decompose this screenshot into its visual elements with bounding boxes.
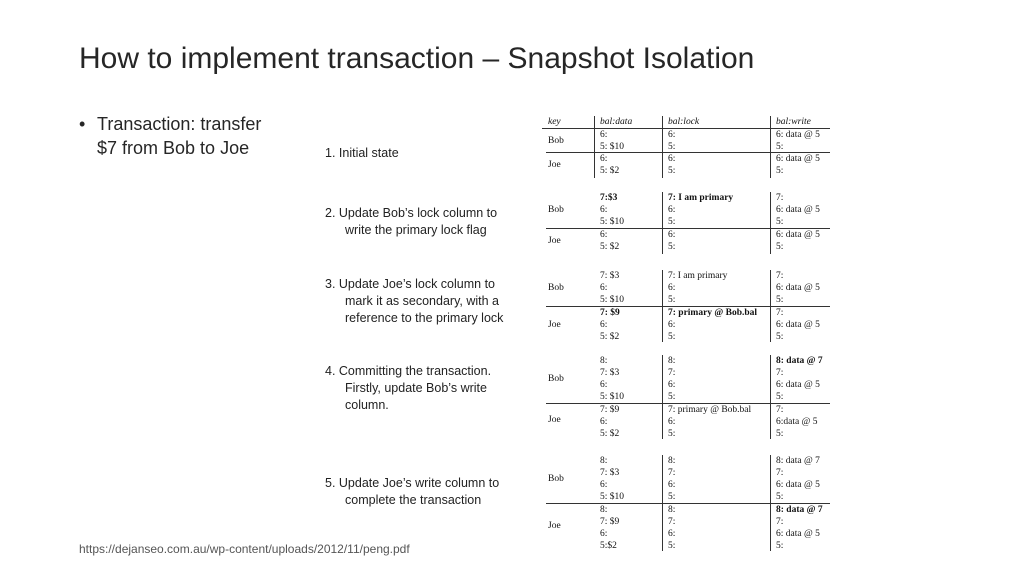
- cell: 6:: [668, 480, 676, 490]
- cell: 7:: [776, 517, 784, 527]
- row-key: Joe: [548, 521, 561, 531]
- step-line: complete the transaction: [345, 493, 482, 507]
- cell: 7:: [668, 368, 676, 378]
- step-line: 2. Update Bob’s lock column to: [325, 206, 498, 220]
- cell: 5:: [668, 217, 676, 227]
- bullet-dot-icon: •: [79, 114, 86, 134]
- state-table-3: [542, 270, 830, 342]
- cell: 5:: [668, 332, 676, 342]
- state-table-5: [542, 455, 830, 551]
- state-table-4: [542, 355, 830, 439]
- row-key: Bob: [548, 374, 564, 384]
- step-line: 1. Initial state: [325, 146, 399, 160]
- cell: 7: $3: [600, 271, 620, 281]
- cell: 8: data @ 7: [776, 505, 823, 515]
- cell: 6: data @ 5: [776, 205, 820, 215]
- cell: 6: data @ 5: [776, 154, 820, 164]
- row-key: Bob: [548, 283, 564, 293]
- cell: 5:: [668, 492, 676, 502]
- cell: 5:: [776, 429, 784, 439]
- state-table-1: [542, 116, 830, 178]
- cell: 5:: [776, 392, 784, 402]
- cell: 8:: [668, 456, 676, 466]
- cell: 5: $2: [600, 166, 620, 176]
- cell: 5: $10: [600, 217, 625, 227]
- step-line: write the primary lock flag: [345, 223, 487, 237]
- cell: 5:: [668, 392, 676, 402]
- step-3: [325, 276, 503, 327]
- cell: 6: data @ 5: [776, 230, 820, 240]
- step-line: 3. Update Joe’s lock column to: [325, 277, 496, 291]
- cell: 6:: [600, 529, 608, 539]
- cell: 8:: [668, 356, 676, 366]
- cell: 8: data @ 7: [776, 456, 820, 466]
- cell: 6:: [668, 283, 676, 293]
- step-line: mark it as secondary, with a: [345, 294, 499, 308]
- row-key: Bob: [548, 136, 564, 146]
- row-key: Bob: [548, 474, 564, 484]
- cell: 5:: [776, 166, 784, 176]
- cell: 6:: [668, 380, 676, 390]
- cell: 6:: [668, 417, 676, 427]
- cell: 5: $10: [600, 392, 625, 402]
- cell: 5:: [776, 492, 784, 502]
- cell: 5:: [776, 332, 784, 342]
- cell: 6: data @ 5: [776, 130, 820, 140]
- cell: 7: $3: [600, 368, 620, 378]
- bullet-point: [79, 112, 261, 160]
- slide-title: How to implement transaction – Snapshot Isolation: [79, 42, 755, 75]
- row-key: Joe: [548, 236, 561, 246]
- cell: 7:: [776, 368, 784, 378]
- cell: 8: data @ 7: [776, 356, 823, 366]
- cell: 6:: [600, 230, 608, 240]
- row-key: Joe: [548, 415, 561, 425]
- cell: 6: data @ 5: [776, 529, 820, 539]
- cell: 6:: [668, 130, 676, 140]
- step-5: [325, 475, 499, 509]
- cell: 7: $3: [600, 468, 620, 478]
- cell: 8:: [600, 356, 608, 366]
- cell: 6:data @ 5: [776, 417, 818, 427]
- source-link[interactable]: https://dejanseo.com.au/wp-content/uploads/2012/11/peng.pdf: [79, 542, 410, 556]
- cell: 6:: [668, 154, 676, 164]
- cell: 6:: [600, 380, 608, 390]
- bullet-line: Transaction: transfer: [97, 114, 262, 134]
- cell: 7:: [668, 468, 676, 478]
- cell: 5:: [668, 295, 676, 305]
- cell: 7: $9: [600, 517, 620, 527]
- cell: 5: $2: [600, 332, 620, 342]
- cell: 5:: [776, 217, 784, 227]
- cell: 5:: [776, 541, 784, 551]
- cell: 6:: [600, 320, 608, 330]
- header-write: bal:write: [776, 117, 811, 127]
- step-line: Firstly, update Bob’s write: [345, 381, 487, 395]
- cell: 6:: [600, 417, 608, 427]
- bullet-line: $7 from Bob to Joe: [97, 138, 250, 158]
- cell: 6:: [600, 480, 608, 490]
- step-line: 5. Update Joe’s write column to: [325, 476, 500, 490]
- cell: 5: $10: [600, 295, 625, 305]
- header-key: key: [548, 117, 561, 127]
- cell: 6:: [668, 205, 676, 215]
- cell: 5: $10: [600, 492, 625, 502]
- cell: 7:: [776, 308, 784, 318]
- cell: 5:: [668, 541, 676, 551]
- cell: 7:: [776, 405, 784, 415]
- cell: 7: I am primary: [668, 193, 734, 203]
- step-1: [325, 145, 399, 162]
- cell: 5:: [776, 142, 784, 152]
- cell: 6:: [600, 205, 608, 215]
- cell: 7:: [776, 271, 784, 281]
- cell: 6:: [600, 154, 608, 164]
- cell: 5:: [668, 429, 676, 439]
- cell: 7: $9: [600, 405, 620, 415]
- cell: 7:: [668, 517, 676, 527]
- step-4: [325, 363, 491, 414]
- row-key: Joe: [548, 320, 561, 330]
- cell: 5:: [668, 166, 676, 176]
- cell: 7: $9: [600, 308, 620, 318]
- cell: 6: data @ 5: [776, 480, 820, 490]
- cell: 6: data @ 5: [776, 283, 820, 293]
- cell: 5: $2: [600, 429, 620, 439]
- cell: 7:$3: [600, 193, 618, 203]
- cell: 6:: [668, 529, 676, 539]
- step-line: column.: [345, 398, 389, 412]
- cell: 8:: [668, 505, 676, 515]
- cell: 7: primary @ Bob.bal: [668, 308, 758, 318]
- state-table-2: [542, 192, 830, 254]
- cell: 6:: [668, 320, 676, 330]
- cell: 7:: [776, 193, 784, 203]
- step-line: reference to the primary lock: [345, 311, 504, 325]
- cell: 5:: [776, 242, 784, 252]
- step-2: [325, 205, 497, 239]
- cell: 6:: [600, 283, 608, 293]
- cell: 7: I am primary: [668, 271, 728, 281]
- cell: 6: data @ 5: [776, 320, 820, 330]
- cell: 6: data @ 5: [776, 380, 820, 390]
- cell: 5: $10: [600, 142, 625, 152]
- cell: 8:: [600, 456, 608, 466]
- cell: 5:$2: [600, 541, 617, 551]
- cell: 6:: [600, 130, 608, 140]
- header-data: bal:data: [600, 117, 633, 127]
- step-line: 4. Committing the transaction.: [325, 364, 492, 378]
- cell: 7: primary @ Bob.bal: [668, 405, 752, 415]
- cell: 6:: [668, 230, 676, 240]
- row-key: Bob: [548, 205, 564, 215]
- header-lock: bal:lock: [668, 117, 700, 127]
- cell: 7:: [776, 468, 784, 478]
- cell: 8:: [600, 505, 608, 515]
- row-key: Joe: [548, 160, 561, 170]
- cell: 5:: [668, 242, 676, 252]
- cell: 5:: [776, 295, 784, 305]
- cell: 5:: [668, 142, 676, 152]
- cell: 5: $2: [600, 242, 620, 252]
